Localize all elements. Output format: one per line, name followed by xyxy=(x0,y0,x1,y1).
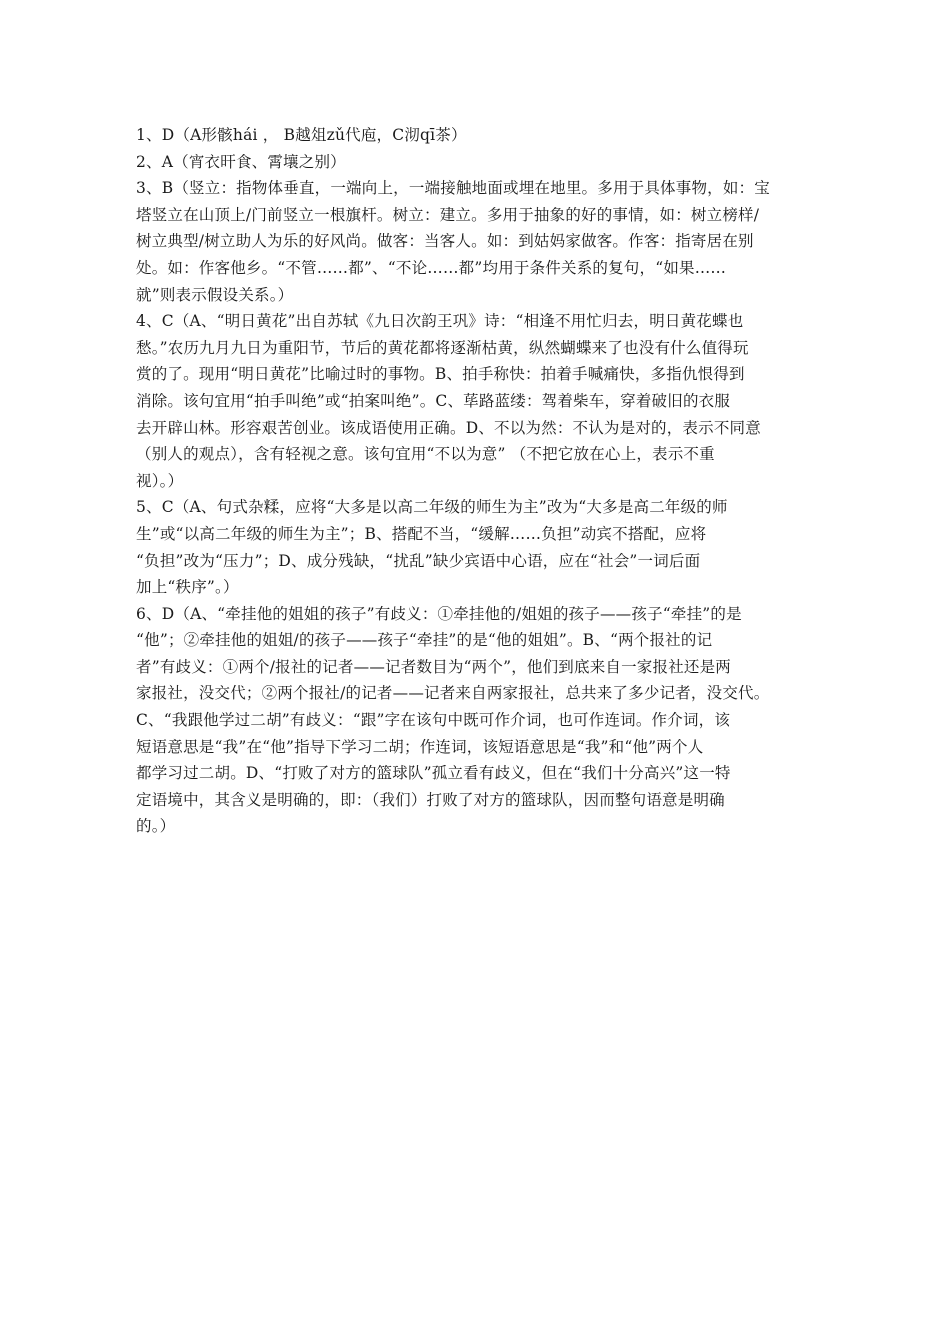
answer-text-block xyxy=(136,122,816,840)
answer-4-line: （别人的观点），含有轻视之意。该句宜用“不以为意” （不把它放在心上，表示不重 xyxy=(136,445,715,464)
answer-6-line: 家报社，没交代；②两个报社/的记者——记者来自两家报社，总共来了多少记者，没交代。 xyxy=(136,684,770,703)
answer-3-line: 塔竖立在山顶上/门前竖立一根旗杆。树立：建立。多用于抽象的好的事情，如：树立榜样/ xyxy=(136,205,760,224)
answer-4-line: 去开辟山林。形容艰苦创业。该成语使用正确。D、不以为然：不认为是对的，表示不同意 xyxy=(136,418,761,437)
answer-6-line: 短语意思是“我”在“他”指导下学习二胡；作连词，该短语意思是“我”和“他”两个人 xyxy=(136,737,704,756)
answer-2-line: 2、A（宵衣旰食、霄壤之别） xyxy=(136,152,346,171)
answer-5-line: “负担”改为“压力”；D、成分残缺，“扰乱”缺少宾语中心语，应在“社会”一词后面 xyxy=(136,551,701,570)
answer-4-line: 消除。该句宜用“拍手叫绝”或“拍案叫绝”。C、荜路蓝缕：驾着柴车，穿着破旧的衣服 xyxy=(136,391,731,410)
answer-4-line: 4、C（A、“明日黄花”出自苏轼《九日次韵王巩》诗：“相逢不用忙归去，明日黄花蝶也 xyxy=(136,312,744,331)
answer-5-line: 生”或“以高二年级的师生为主”；B、搭配不当，“缓解……负担”动宾不搭配，应将 xyxy=(136,524,707,543)
answer-4-line: 愁。”农历九月九日为重阳节，节后的黄花都将逐渐枯黄，纵然蝴蝶来了也没有什么值得玩 xyxy=(136,338,749,357)
answer-1-line: 1、D（A形骸hái ， B越俎zǔ代庖，C沏qī茶） xyxy=(136,126,467,144)
answer-5-line: 5、C（A、句式杂糅，应将“大多是以高二年级的师生为主”改为“大多是高二年级的师 xyxy=(136,498,728,517)
answer-3-line: 3、B（竖立：指物体垂直，一端向上，一端接触地面或埋在地里。多用于具体事物，如：宝 xyxy=(136,179,770,198)
answer-4-line: 视）。） xyxy=(136,471,184,490)
answer-3-line: 树立典型/树立助人为乐的好风尚。做客：当客人。如：到姑妈家做客。作客：指寄居在别 xyxy=(136,232,754,251)
answer-6-line: C、“我跟他学过二胡”有歧义：“跟”字在该句中既可作介词，也可作连词。作介词，该 xyxy=(136,711,731,730)
answer-5-line: 加上“秩序”。） xyxy=(136,578,239,597)
answer-3-line: 就”则表示假设关系。） xyxy=(136,285,294,304)
answer-6-line: 者”有歧义：①两个/报社的记者——记者数目为“两个”，他们到底来自一家报社还是两 xyxy=(136,657,731,676)
answer-4-line: 赏的了。现用“明日黄花”比喻过时的事物。B、拍手称快：拍着手喊痛快，多指仇恨得到 xyxy=(136,365,745,384)
answer-6-line: 都学习过二胡。D、“打败了对方的篮球队”孤立看有歧义，但在“我们十分高兴”这一特 xyxy=(136,764,731,783)
answer-6-line: 定语境中，其含义是明确的，即：（我们）打败了对方的篮球队，因而整句语意是明确 xyxy=(136,790,725,809)
answer-3-line: 处。如：作客他乡。“不管……都”、“不论……都”均用于条件关系的复句，“如果…… xyxy=(136,258,727,277)
answer-6-line: 6、D（A、“牵挂他的姐姐的孩子”有歧义：①牵挂他的/姐姐的孩子——孩子“牵挂”的是 xyxy=(136,604,742,623)
answer-6-line: 的。） xyxy=(136,817,176,836)
answer-6-line: “他”；②牵挂他的姐姐/的孩子——孩子“牵挂”的是“他的姐姐”。B、“两个报社的记 xyxy=(136,631,713,650)
